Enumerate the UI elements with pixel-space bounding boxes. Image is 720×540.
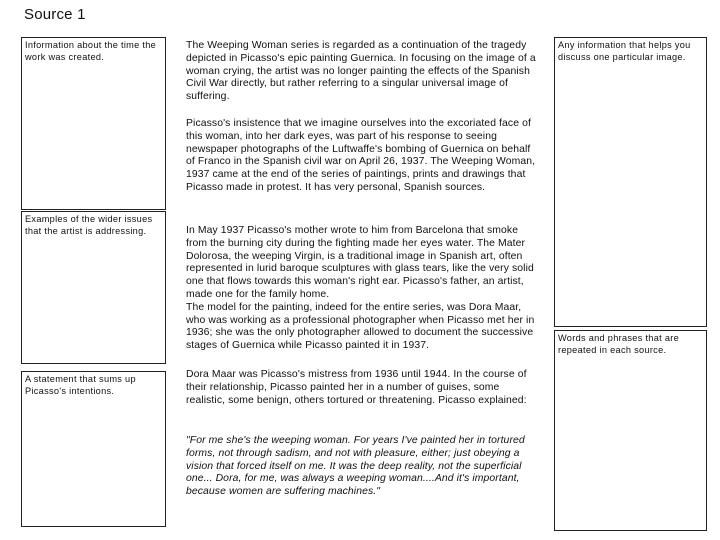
time-context-box[interactable]	[21, 37, 166, 210]
paragraph-guernica-continuation: The Weeping Woman series is regarded as a continuation of the tragedy depicted in Picasso's epic painting Guernica. In focusing on the image of a woman crying, the artist was no longer painting the effects of the Spanish Civil War directly, but rather referring to a singular universal image of suffering.	[186, 40, 536, 103]
paragraph-dora-maar-model: The model for the painting, indeed for the entire series, was Dora Maar, who was working as a professional photographer when Picasso met her in 1936; she was the only photographer allowed to document the successive stages of Guernica while Picasso painted it in 1937.	[186, 301, 535, 352]
particular-image-box[interactable]	[554, 37, 707, 327]
intentions-box[interactable]	[21, 371, 166, 527]
particular-image-prompt: Any information that helps you discuss one particular image.	[558, 40, 691, 62]
paragraph-mater-dolorosa: In May 1937 Picasso's mother wrote to him from Barcelona that smoke from the burning city during the fighting made her eyes water. The Mater Dolorosa, the weeping Virgin, is a traditional image in Spanish art, often represented in lurid baroque sculptures with glass tears, like the very solid one that flows towards this woman's right ear. Picasso's father, an artist, made one for the family home.	[186, 225, 534, 300]
quote-text: "For me she's the weeping woman. For years I've painted her in tortured forms, not through sadism, and not with pleasure, either; just obeying a vision that forced itself on me. It was the deep reality, not the superficial one... Dora, for me, was always a weeping woman....And it's important, because women are suffering machines."	[186, 435, 525, 498]
paragraph-luftwaffe-bombing: Picasso's insistence that we imagine ourselves into the excoriated face of this woman, into her dark eyes, was part of his response to seeing newspaper photographs of the Luftwaffe's bombing of Guernica on behalf of Franco in the Spanish civil war on April 26, 1937. The Weeping Woman, 1937 came at the end of the series of paintings, prints and drawings that Picasso made in protest. It has very personal, Spanish sources.	[186, 118, 536, 193]
repeated-words-prompt: Words and phrases that are repeated in each source.	[558, 333, 680, 355]
source-text-section-2	[186, 118, 536, 195]
source-text-section-3	[186, 225, 536, 353]
source-title: Source 1	[24, 6, 86, 23]
intentions-prompt: A statement that sums up Picasso's intentions.	[25, 374, 136, 396]
wider-issues-box[interactable]	[21, 211, 166, 364]
repeated-words-box[interactable]	[554, 330, 707, 531]
paragraph-dora-maar-mistress: Dora Maar was Picasso's mistress from 1936 until 1944. In the course of their relationship, Picasso painted her in a number of guises, some realistic, some benign, others tortured or threatening. Picasso explained:	[186, 369, 527, 406]
time-context-prompt: Information about the time the work was created.	[25, 40, 157, 62]
source-text-section-1	[186, 40, 536, 104]
source-text-section-4	[186, 369, 536, 407]
picasso-quote	[186, 435, 538, 499]
wider-issues-prompt: Examples of the wider issues that the artist is addressing.	[25, 214, 153, 236]
